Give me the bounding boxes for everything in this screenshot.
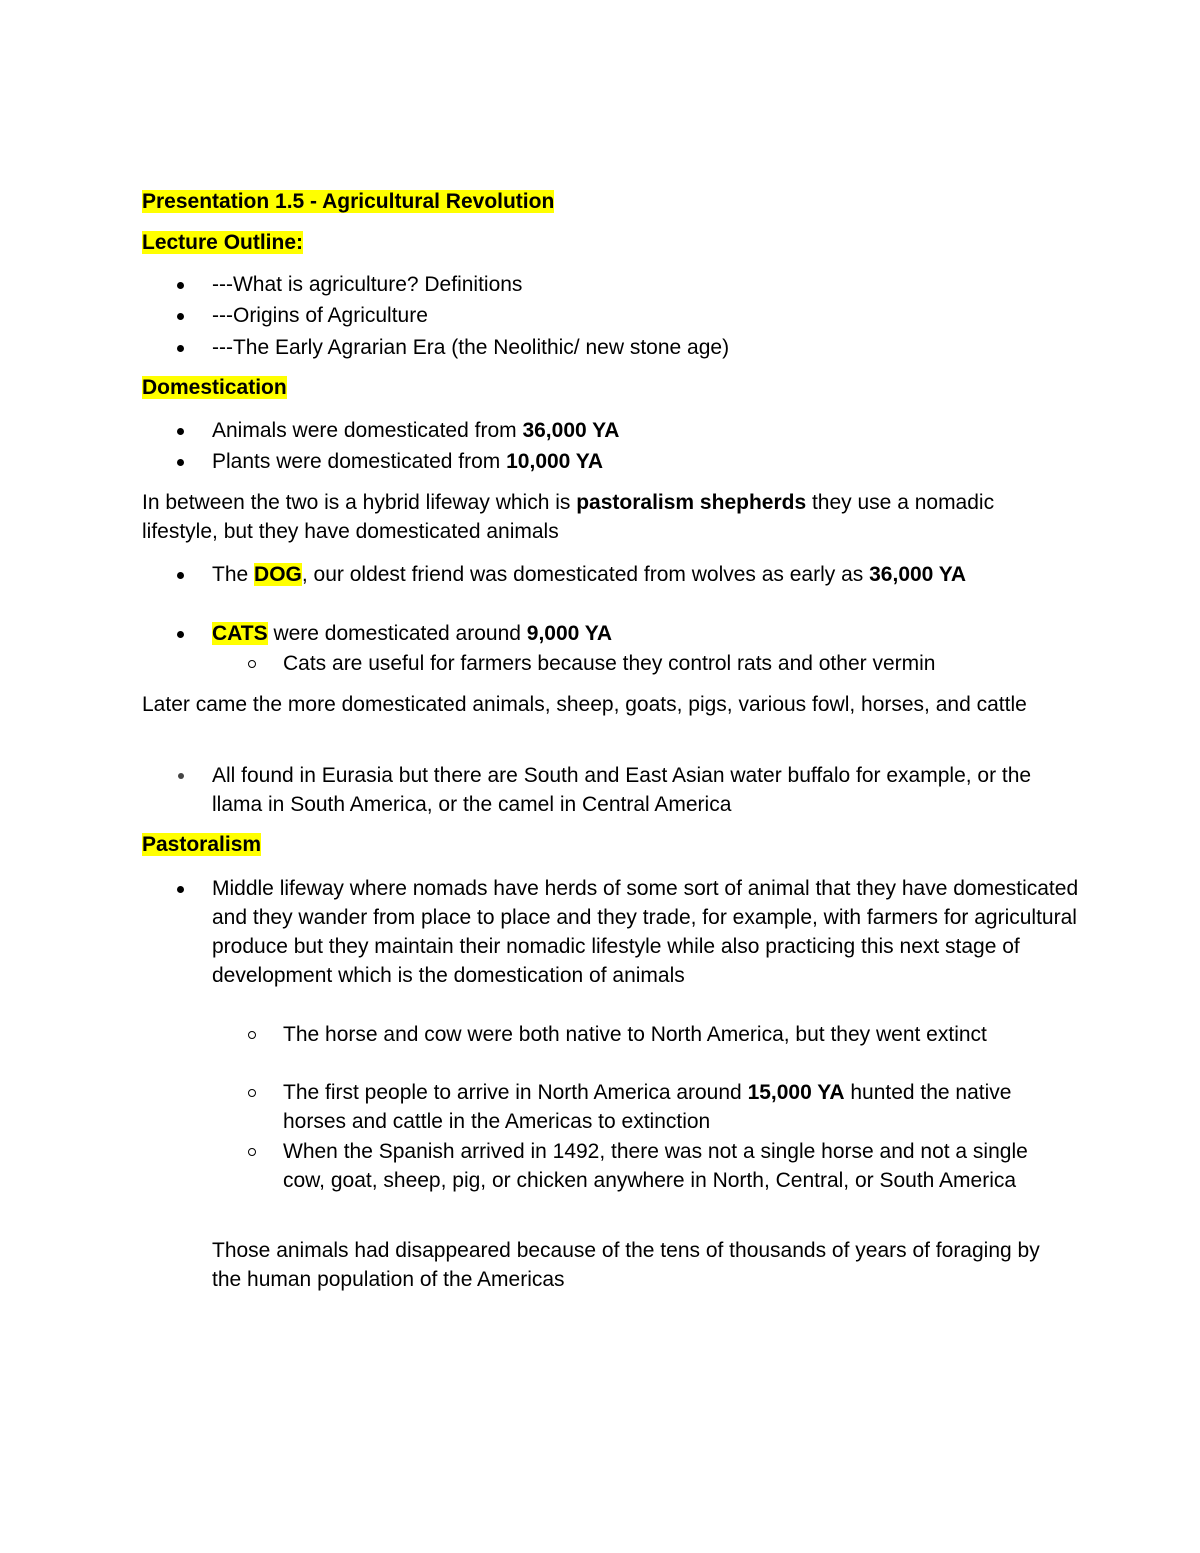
outline-item: ---What is agriculture? Definitions <box>212 270 1092 299</box>
hybrid-lifeway-paragraph: In between the two is a hybrid lifeway which is pastoralism shepherds they use a nomadic lifestyle, but they have domesticated animals <box>142 491 995 543</box>
closing-paragraph: Those animals had disappeared because of the tens of thousands of years of foraging by the human population of the Americas <box>212 1239 1040 1291</box>
cats-item: CATS were domesticated around 9,000 YA <box>212 619 1092 648</box>
animals-item: Animals were domesticated from 36,000 YA <box>212 416 1092 445</box>
pastoralism-subitem: The horse and cow were both native to North America, but they went extinct <box>283 1020 1043 1049</box>
pastoralism-item: Middle lifeway where nomads have herds of some sort of animal that they have domesticated and they wander from place to place and they trade, for example, with farmers for agricultural produce but they maintain their nomadic lifestyle while also practicing this next stage of development which is the domestication of animals <box>212 874 1082 990</box>
domestication-heading: Domestication <box>142 376 287 399</box>
pastoralism-heading: Pastoralism <box>142 833 262 856</box>
later-paragraph: Later came the more domesticated animals, sheep, goats, pigs, various fowl, horses, and cattle <box>142 693 1027 716</box>
pastoralism-subitem: When the Spanish arrived in 1492, there was not a single horse and not a single cow, goat, sheep, pig, or chicken anywhere in North, Central, or South America <box>283 1137 1063 1195</box>
cats-subitem: Cats are useful for farmers because they control rats and other vermin <box>283 649 1083 678</box>
plants-item: Plants were domesticated from 10,000 YA <box>212 447 1092 476</box>
dog-item: The DOG, our oldest friend was domesticated from wolves as early as 36,000 YA <box>212 560 1042 589</box>
pastoralism-subitem: The first people to arrive in North America around 15,000 YA hunted the native horses and cattle in the Americas to extinction <box>283 1078 1053 1136</box>
eurasia-item: All found in Eurasia but there are South and East Asian water buffalo for example, or the llama in South America, or the camel in Central America <box>212 761 1032 819</box>
page-title: Presentation 1.5 - Agricultural Revolution <box>142 190 555 213</box>
outline-item: ---Origins of Agriculture <box>212 301 1092 330</box>
outline-item: ---The Early Agrarian Era (the Neolithic/ new stone age) <box>212 333 1092 362</box>
outline-heading: Lecture Outline: <box>142 231 304 254</box>
